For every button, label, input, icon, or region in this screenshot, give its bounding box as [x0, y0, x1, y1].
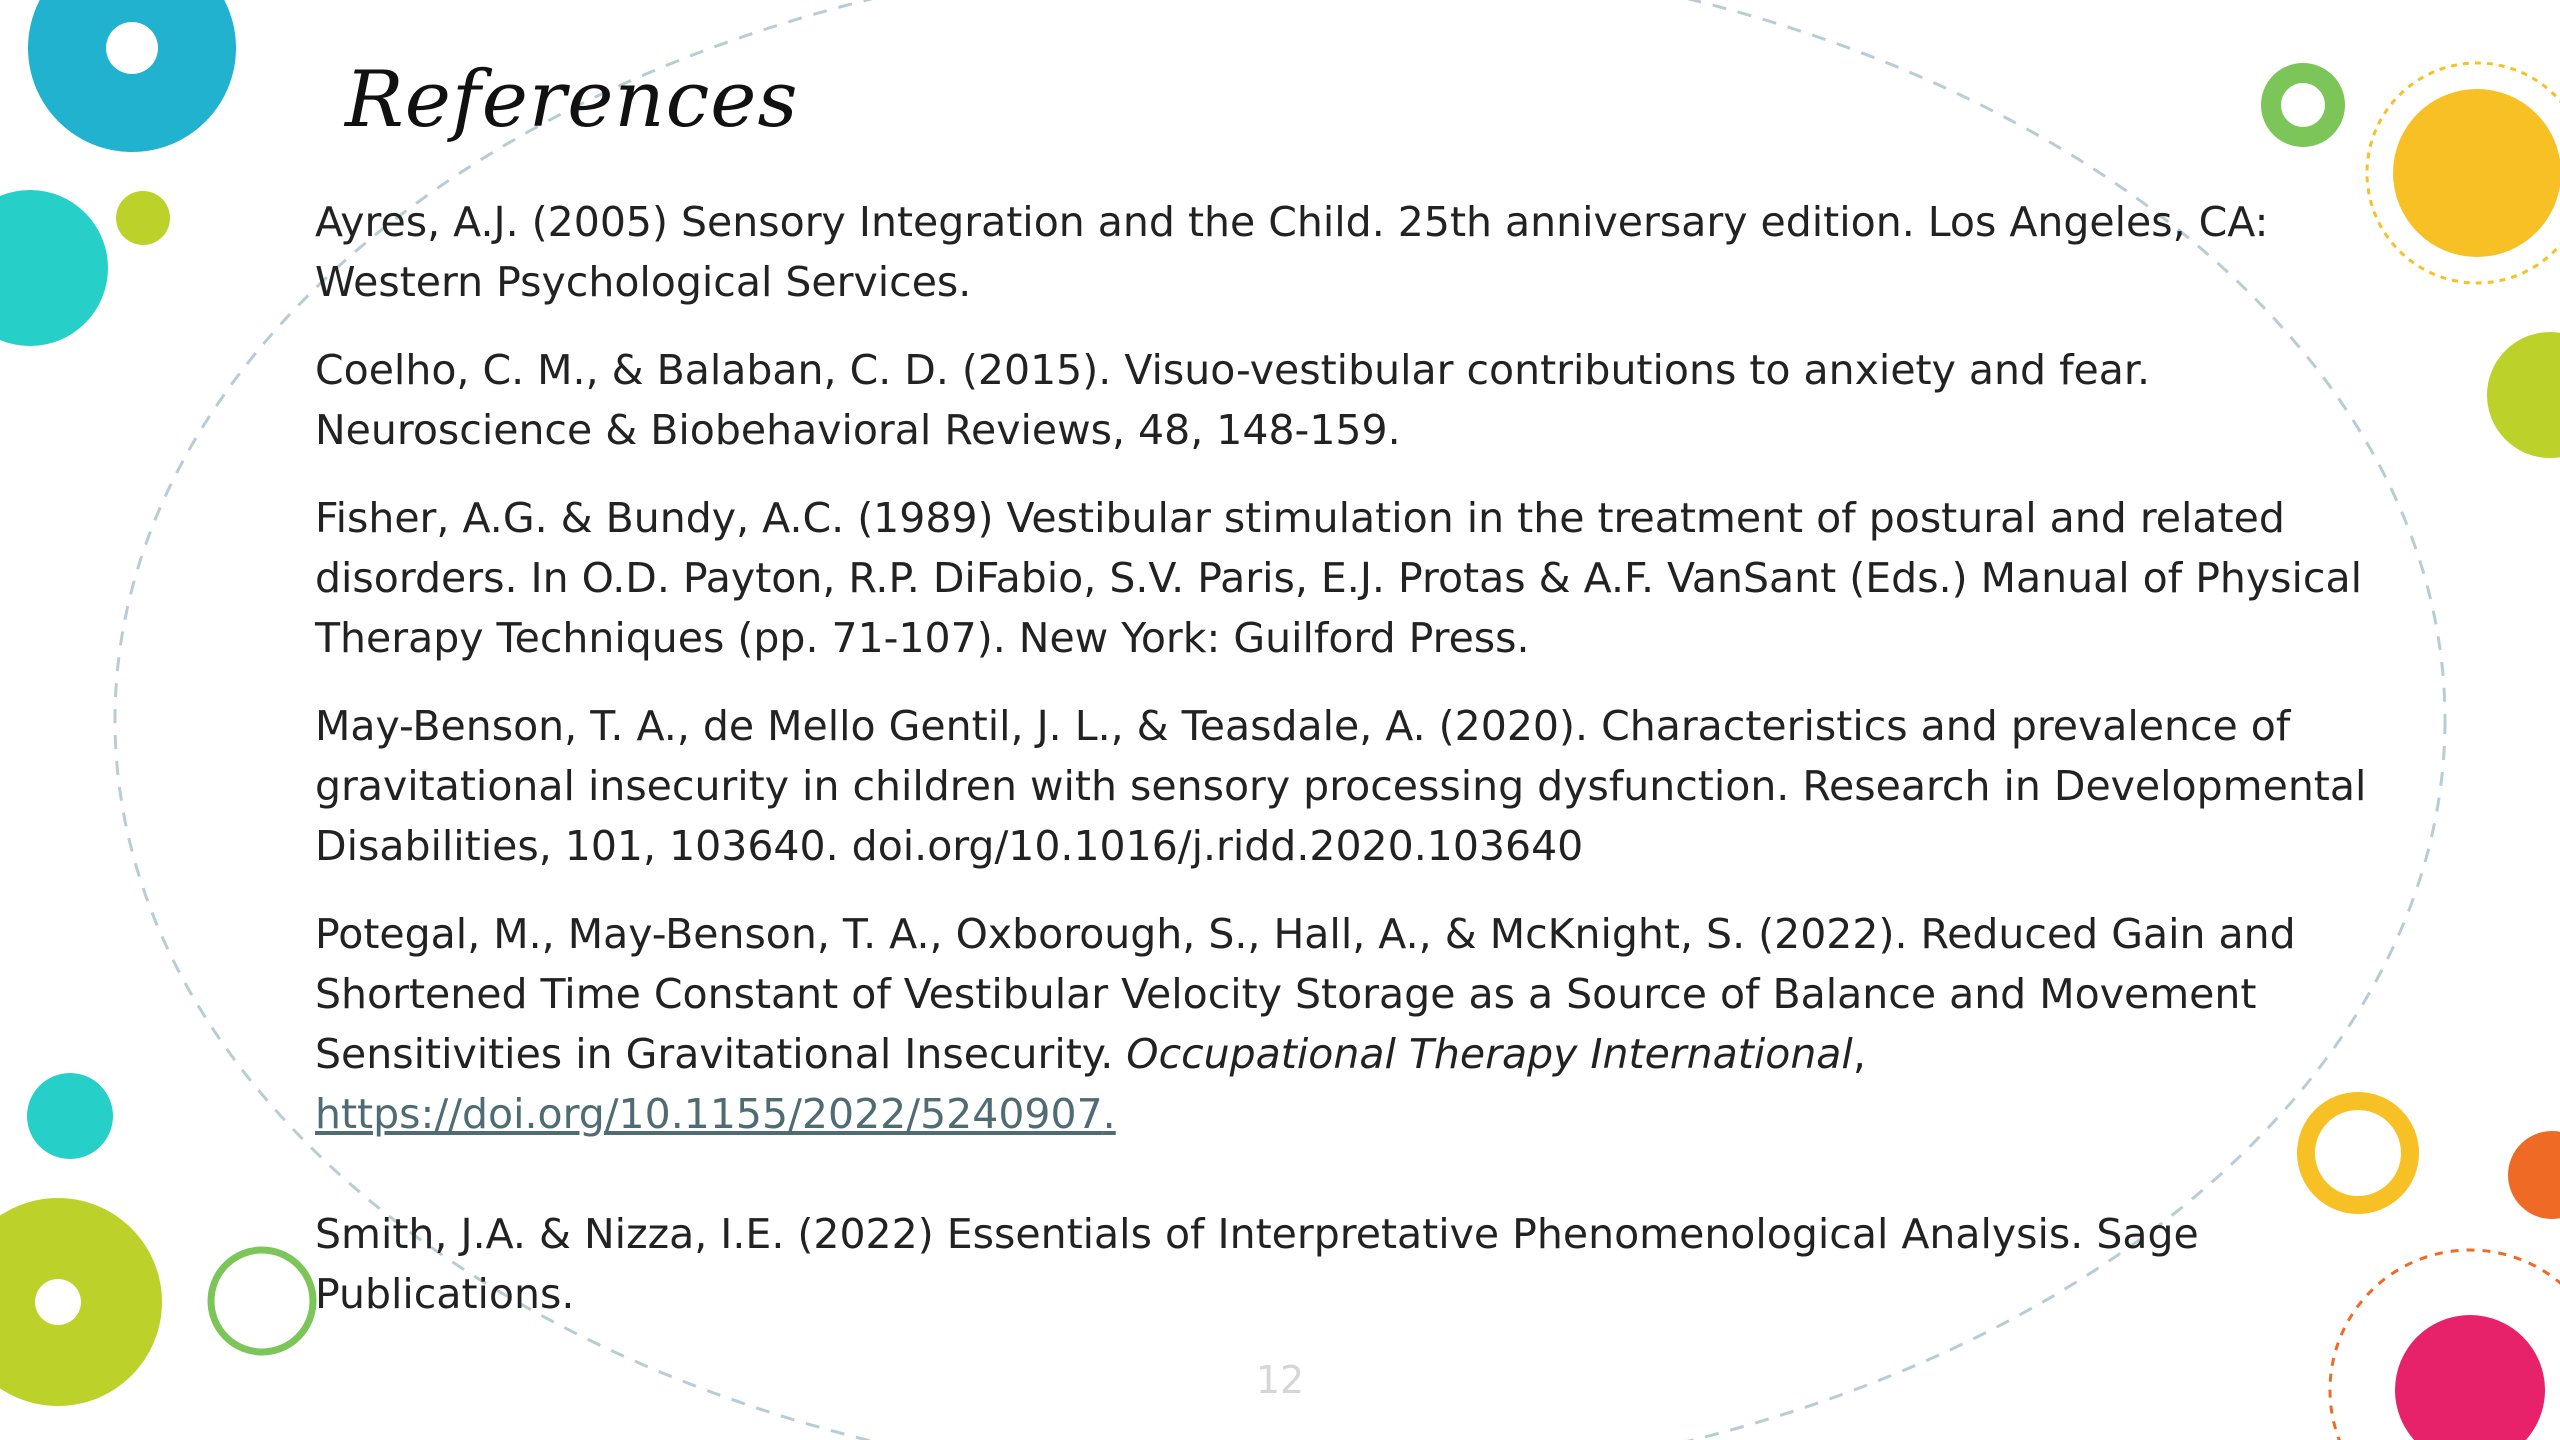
- reference-item: Smith, J.A. & Nizza, I.E. (2022) Essentials of Interpretative Phenomenological Analysis. Sage Publications.: [315, 1210, 2199, 1318]
- reference-list: [315, 192, 2375, 1352]
- separator: ,: [1852, 1030, 1866, 1078]
- magenta-circle-bottom-right: [2395, 1315, 2545, 1440]
- white-dot-top-left: [106, 22, 158, 74]
- white-dot-bottom-left: [35, 1279, 81, 1325]
- lime-circle-right: [2487, 332, 2560, 458]
- slide-number: 12: [1255, 1358, 1305, 1402]
- lime-dot-left: [116, 191, 170, 245]
- reference-item: Ayres, A.J. (2005) Sensory Integration and the Child. 25th anniversary edition. Los Angeles, CA: Western Psychological Services.: [315, 198, 2269, 306]
- reference-item: Coelho, C. M., & Balaban, C. D. (2015). Visuo-vestibular contributions to anxiety and fear. Neuroscience & Biobehavioral Reviews, 48, 148-159.: [315, 346, 2150, 454]
- green-ring-top-right: [2271, 73, 2335, 137]
- orange-dot-right: [2508, 1131, 2560, 1219]
- turquoise-dot-bottom-left: [27, 1073, 113, 1159]
- slide-title: References: [345, 55, 799, 145]
- trailing-period: .: [1102, 1090, 1116, 1138]
- reference-item-with-link: [315, 904, 2375, 1144]
- reference-item: Fisher, A.G. & Bundy, A.C. (1989) Vestibular stimulation in the treatment of postural and related disorders. In O.D. Payton, R.P. DiFabio, S.V. Paris, E.J. Protas & A.F. VanSant (Eds.) Manual of Physical Therapy Techniques (pp. 71-107). New York: Guilford Press.: [315, 494, 2362, 662]
- green-ring-bottom-left: [211, 1250, 313, 1352]
- reference-text: Potegal, M., May-Benson, T. A., Oxborough, S., Hall, A., & McKnight, S. (2022). Reduced Gain and Shortened Time Constant of Vestibular Velocity Storage as a Source of Balance and Movement Sensitivities in Gravitational Insecurity.: [315, 910, 2296, 1078]
- reference-item: May-Benson, T. A., de Mello Gentil, J. L., & Teasdale, A. (2020). Characteristics and prevalence of gravitational insecurity in children with sensory processing dysfunction. Research in Developmental Disabilities, 101, 103640. doi.org/10.1016/j.ridd.2020.103640: [315, 702, 2367, 870]
- yellow-circle-top-right: [2393, 89, 2560, 257]
- doi-link[interactable]: https://doi.org/10.1155/2022/5240907: [315, 1090, 1103, 1138]
- journal-title: Occupational Therapy International: [1126, 1030, 1853, 1078]
- turquoise-circle-left: [0, 190, 108, 346]
